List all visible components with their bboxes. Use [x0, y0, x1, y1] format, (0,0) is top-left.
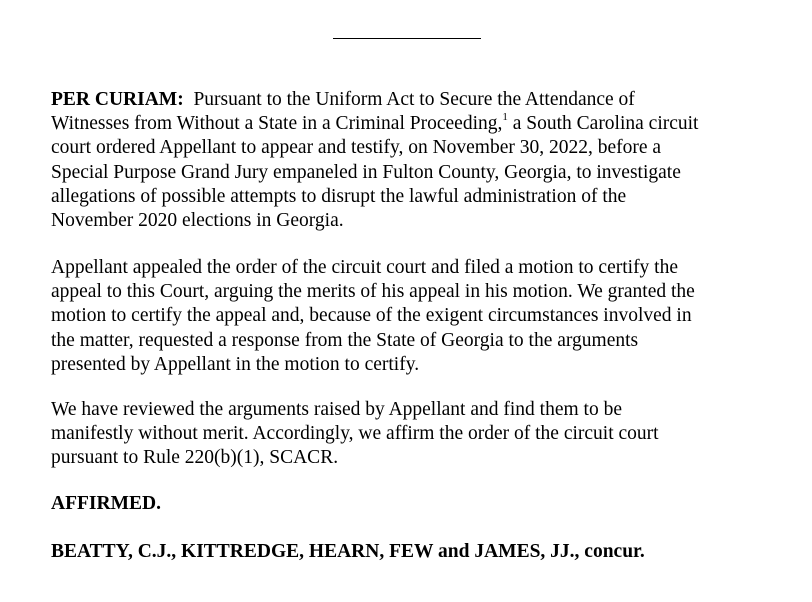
paragraph-1-line-4: Special Purpose Grand Jury empaneled in Fulton County, Georgia, to investigate	[51, 161, 681, 183]
paragraph-2-line-1: Appellant appealed the order of the circuit court and filed a motion to certify the	[51, 257, 679, 278]
paragraph-2-line-2: appeal to this Court, arguing the merits of his appeal in his motion. We granted the	[51, 281, 695, 303]
separator-rule	[333, 38, 481, 39]
paragraph-1-line-6: November 2020 elections in Georgia.	[51, 210, 344, 232]
opinion-paragraph-2	[51, 256, 771, 377]
disposition: AFFIRMED.	[51, 493, 161, 514]
paragraph-1-line-2	[51, 112, 771, 136]
concurrence: BEATTY, C.J., KITTREDGE, HEARN, FEW and JAMES, JJ., concur.	[51, 541, 645, 562]
paragraph-1-line-5: allegations of possible attempts to disrupt the lawful administration of the	[51, 185, 627, 207]
paragraph-3-line-3: pursuant to Rule 220(b)(1), SCACR.	[51, 447, 339, 469]
paragraph-1-text-2: Witnesses from Without a State in a Criminal Proceeding,	[51, 113, 503, 135]
footnote-reference[interactable]: 1	[502, 111, 508, 124]
paragraph-1-text-3: a South Carolina circuit	[512, 113, 699, 135]
opinion-paragraph-1	[51, 88, 771, 233]
opinion-paragraph-3	[51, 398, 771, 471]
paragraph-1-line-3: court ordered Appellant to appear and testify, on November 30, 2022, before a	[51, 137, 662, 159]
paragraph-2-line-5: presented by Appellant in the motion to certify.	[51, 353, 420, 375]
paragraph-1-line-1	[51, 88, 771, 112]
paragraph-2-line-3: motion to certify the appeal and, because of the exigent circumstances involved in	[51, 305, 692, 327]
paragraph-1-text-1: Pursuant to the Uniform Act to Secure the Attendance of	[193, 89, 635, 110]
paragraph-3-line-2: manifestly without merit. Accordingly, we affirm the order of the circuit court	[51, 423, 659, 445]
paragraph-3-line-1: We have reviewed the arguments raised by Appellant and find them to be	[51, 399, 622, 420]
per-curiam-label: PER CURIAM:	[51, 89, 184, 110]
paragraph-2-line-4: the matter, requested a response from the State of Georgia to the arguments	[51, 329, 639, 351]
